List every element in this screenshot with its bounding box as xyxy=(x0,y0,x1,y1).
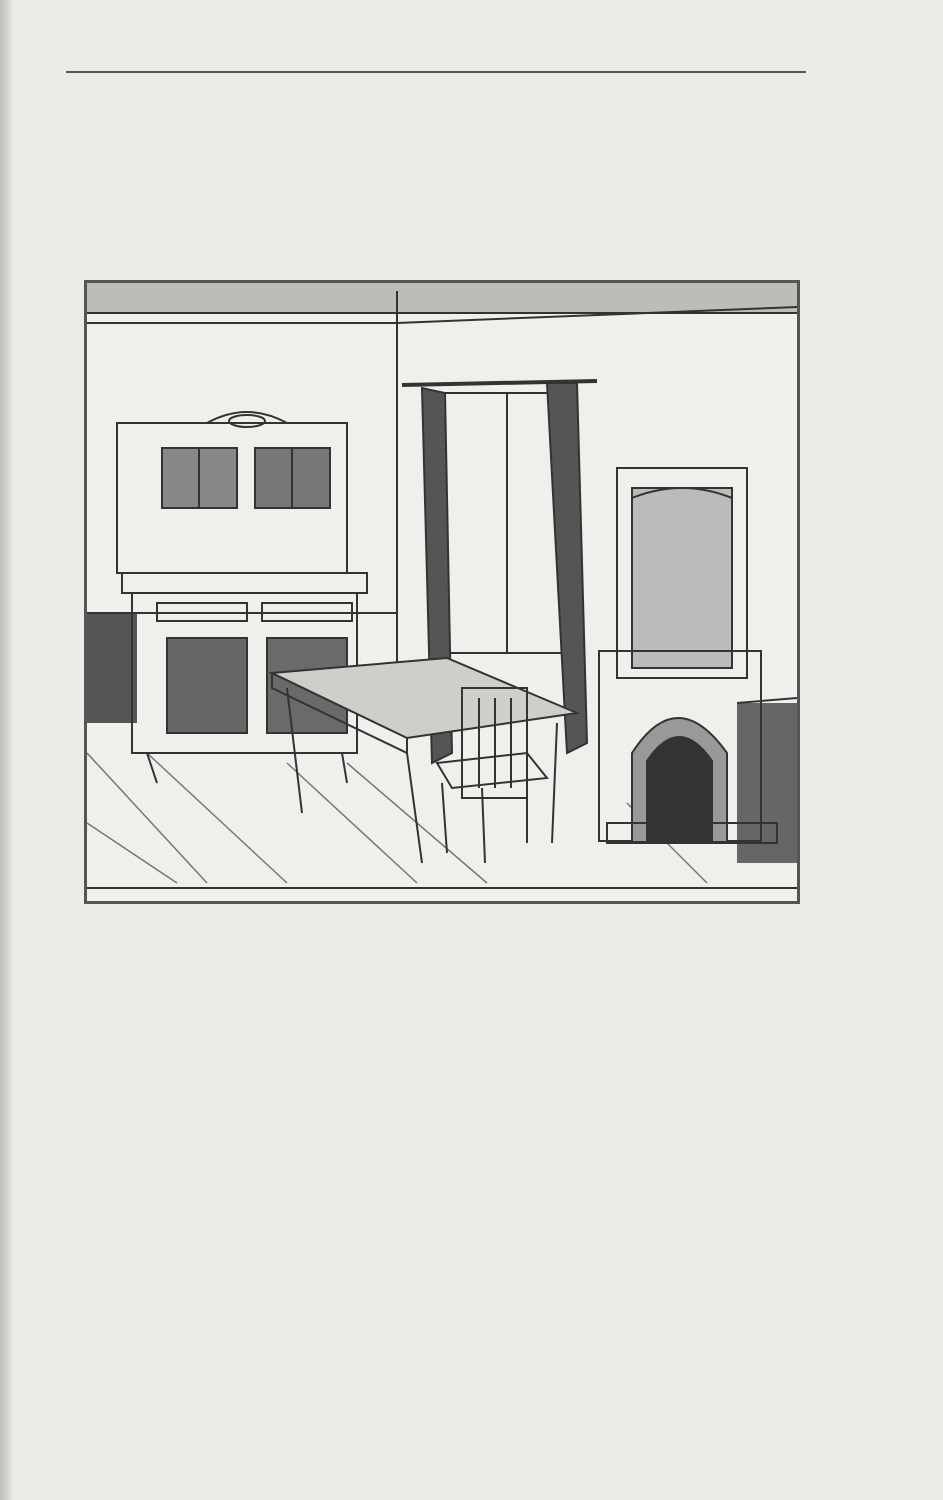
header-rule xyxy=(66,71,806,73)
dining-room-drawing xyxy=(87,283,797,901)
table-drawing xyxy=(272,658,577,863)
buffet-drawing xyxy=(117,412,367,783)
page-binding-edge xyxy=(0,0,14,1500)
dining-room-illustration xyxy=(84,280,800,904)
